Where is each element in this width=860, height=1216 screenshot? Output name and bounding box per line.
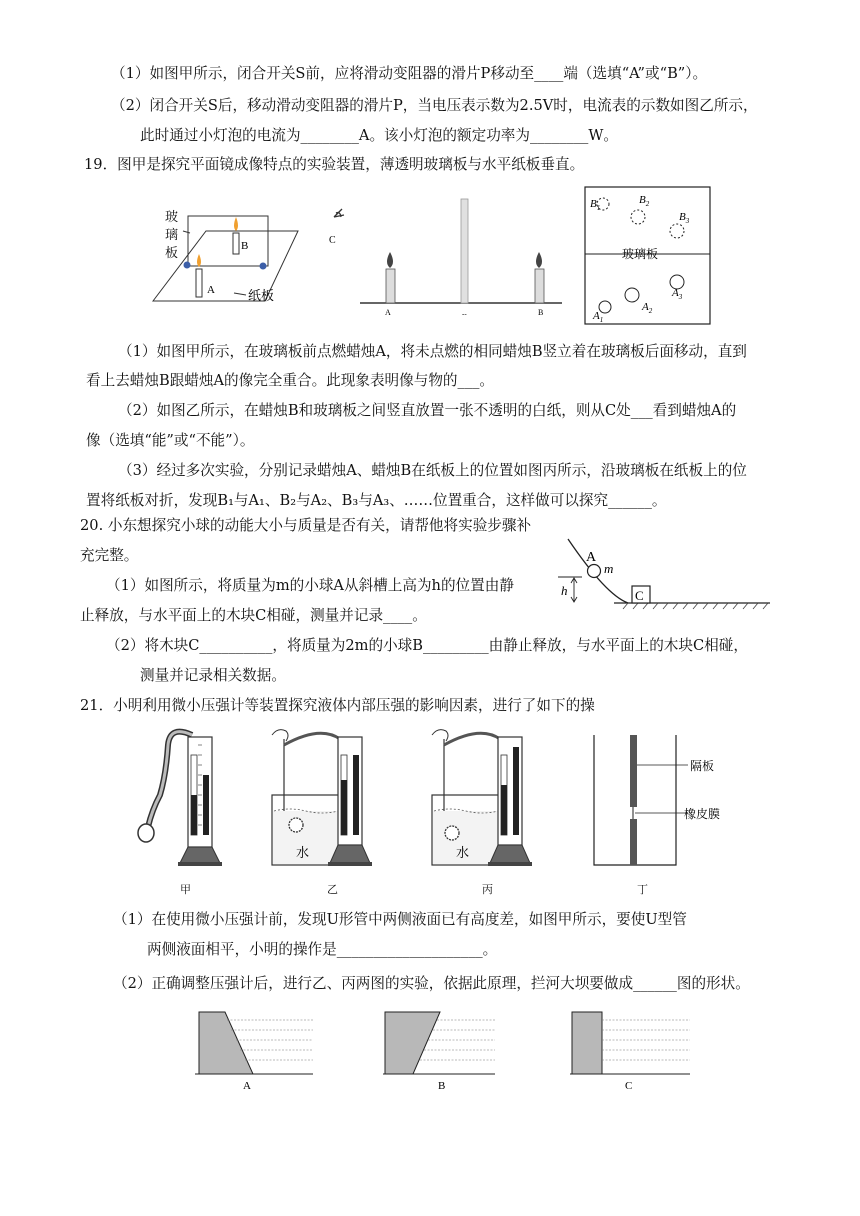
hand-icon bbox=[432, 730, 448, 741]
probe-in-water bbox=[445, 826, 459, 840]
q20-part2-line1: （2）将木块C__________，将质量为2m的小球B_________由静止释放，与水平面上的木块C相碰， bbox=[106, 637, 748, 654]
dam-c bbox=[572, 1012, 602, 1074]
q19-part3-line1: （3）经过多次实验，分别记录蜡烛A、蜡烛B在纸板上的位置如图丙所示，沿玻璃板在纸板上的位 bbox=[118, 462, 747, 479]
side-flame-b bbox=[536, 252, 542, 268]
svg-text:A2: $A_2$ bbox=[642, 301, 653, 315]
q21-figure-jia bbox=[130, 725, 240, 873]
paper-pointer bbox=[234, 293, 246, 295]
side-label-b: B bbox=[538, 308, 544, 317]
dam-b-label: B bbox=[438, 1080, 446, 1092]
candle-b-label: B bbox=[241, 240, 249, 252]
q18-part2-line2: 此时通过小灯泡的电流为________A。该小灯泡的额定功率为________W。 bbox=[140, 127, 618, 144]
partition-upper bbox=[630, 735, 637, 807]
q21-figure-ding bbox=[590, 733, 730, 868]
candle-b-flame bbox=[234, 217, 238, 231]
glass-corner-dot-right bbox=[260, 263, 267, 270]
eye-icon bbox=[334, 209, 344, 217]
svg-text:A1: $A_1$ bbox=[593, 310, 604, 324]
u-tube-base bbox=[180, 847, 220, 863]
glass-label-1: 玻 bbox=[165, 210, 179, 225]
glass-plate-side bbox=[461, 199, 468, 303]
q19-part2-line1: （2）如图乙所示，在蜡烛B和玻璃板之间竖直放置一张不透明的白纸，则从C处___看到蜡烛A的 bbox=[118, 402, 737, 419]
q20-part1-line1: （1）如图所示，将质量为m的小球A从斜槽上高为h的位置由静 bbox=[106, 577, 514, 594]
probe-in-water bbox=[289, 818, 303, 832]
caption-yi: 乙 bbox=[327, 883, 338, 896]
probe-head bbox=[138, 824, 154, 842]
glass-pointer bbox=[183, 231, 190, 233]
side-candle-b bbox=[535, 269, 544, 303]
partition-label: 隔板 bbox=[690, 759, 715, 773]
q19-stem: 19．图甲是探究平面镜成像特点的实验装置，薄透明玻璃板与水平纸板垂直。 bbox=[84, 156, 585, 173]
svg-text:A3: $A_3$ bbox=[672, 287, 683, 301]
q19-part1-line1: （1）如图甲所示，在玻璃板前点燃蜡烛A，将未点燃的相同蜡烛B竖立着在玻璃板后面移动，直到 bbox=[118, 343, 747, 360]
q21-stem: 21．小明利用微小压强计等装置探究液体内部压强的影响因素，进行了如下的操 bbox=[80, 697, 595, 714]
caption-ding: 丁 bbox=[637, 883, 648, 896]
side-candle-a bbox=[386, 269, 395, 303]
eye-c-label: C bbox=[329, 235, 336, 246]
side-flame-a bbox=[387, 252, 393, 268]
candle-a bbox=[196, 269, 202, 297]
candle-a-label: A bbox=[207, 284, 215, 296]
q18-part2-line1: （2）闭合开关S后，移动滑动变阻器的滑片P，当电压表示数为2.5V时，电流表的示数如图乙所示， bbox=[111, 97, 758, 114]
partition-lower bbox=[630, 819, 637, 865]
candle-a-flame bbox=[197, 254, 201, 267]
side-label-a: A bbox=[385, 308, 391, 317]
q20-part2-line2: 测量并记录相关数据。 bbox=[140, 667, 286, 684]
water-label-bing: 水 bbox=[456, 846, 470, 861]
candle-b bbox=[233, 233, 239, 254]
q20-stem-line1: 20. 小东想探究小球的动能大小与质量是否有关，请帮他将实验步骤补 bbox=[80, 517, 532, 534]
caption-bing: 丙 bbox=[482, 883, 493, 896]
q19-part3-line2: 置将纸板对折，发现B₁与A₁、B₂与A₂、B₃与A₃、……位置重合，这样做可以探究______。 bbox=[86, 492, 667, 509]
ball-mass-label: m bbox=[604, 561, 614, 576]
q20-part1-line2: 止释放，与水平面上的木块C相碰，测量并记录____。 bbox=[80, 607, 427, 624]
caption-jia: 甲 bbox=[180, 883, 191, 896]
dam-b bbox=[385, 1012, 440, 1074]
glass-corner-dot-left bbox=[184, 262, 191, 269]
q19-part2-line2: 像（选填“能”或“不能”）。 bbox=[86, 432, 255, 449]
q21-part1-line2: 两侧液面相平，小明的操作是____________________。 bbox=[147, 941, 498, 958]
block-c-label: C bbox=[635, 588, 644, 603]
side-label-mid: -- bbox=[462, 310, 467, 318]
q21-figure-yi bbox=[260, 725, 390, 873]
q21-dam-options bbox=[195, 1008, 705, 1093]
q21-part2: （2）正确调整压强计后，进行乙、丙两图的实验，依据此原理，拦河大坝要做成______图的形状。 bbox=[113, 975, 750, 992]
svg-text:B3: $B_3$ bbox=[679, 211, 690, 225]
q19-figure-positions bbox=[584, 186, 712, 326]
q21-figure-bing bbox=[420, 725, 550, 873]
q18-part1: （1）如图甲所示，闭合开关S前，应将滑动变阻器的滑片P移动至____端（选填“A”或“B”）。 bbox=[111, 65, 708, 82]
q20-stem-line2: 充完整。 bbox=[80, 547, 139, 564]
rubber-tube bbox=[148, 732, 192, 827]
svg-text:B2: $B_2$ bbox=[639, 194, 650, 208]
q20-figure-ramp bbox=[558, 535, 770, 615]
paper-label: 纸板 bbox=[248, 289, 275, 304]
q19-part1-line2: 看上去蜡烛B跟蜡烛A的像完全重合。此现象表明像与物的___。 bbox=[86, 372, 495, 389]
ball-a bbox=[588, 565, 601, 578]
glass-label-3: 板 bbox=[165, 246, 179, 261]
dam-a bbox=[199, 1012, 253, 1074]
hand-icon bbox=[272, 730, 288, 741]
membrane-label: 橡皮膜 bbox=[684, 807, 721, 821]
dam-a-label: A bbox=[243, 1080, 251, 1092]
water-label-yi: 水 bbox=[296, 846, 310, 861]
dam-c-label: C bbox=[625, 1080, 633, 1092]
q21-part1-line1: （1）在使用微小压强计前，发现U形管中两侧液面已有高度差，如图甲所示，要使U型管 bbox=[113, 911, 687, 928]
height-label: h bbox=[561, 583, 568, 598]
ball-a-label: A bbox=[586, 550, 597, 565]
glass-label-2: 璃 bbox=[165, 228, 179, 243]
svg-text:B1: $B_1$ bbox=[590, 198, 601, 212]
q19-figure-side-view bbox=[322, 195, 572, 320]
fold-glass-label: 玻璃板 bbox=[622, 247, 659, 261]
